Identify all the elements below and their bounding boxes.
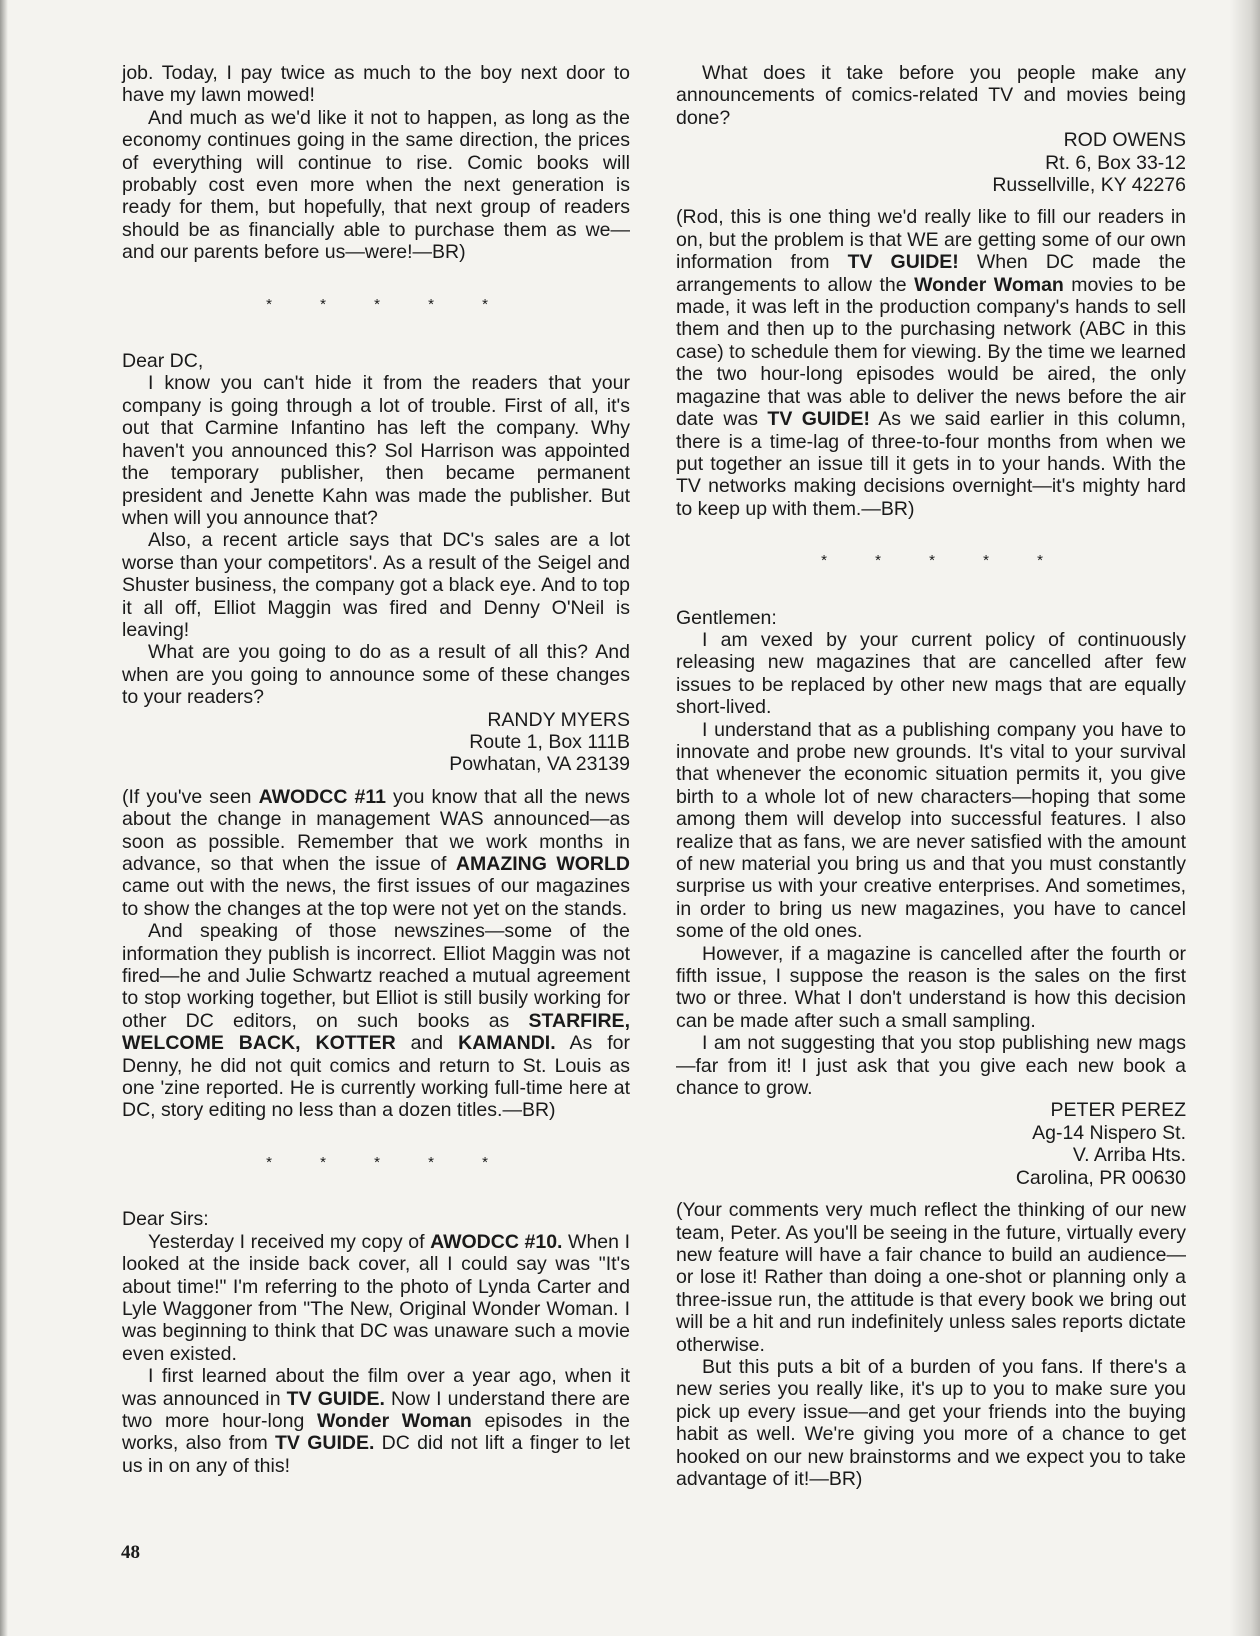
editor-reply: (Your comments very much reflect the thinking of our new team, Peter. As you'll be seeing in the future, virtually every new feature will have a fair chance to build an audience—or lose it! Rather than doing a one-shot or planning only a three-issue run, the attitude is that every book we bring out will be a hit and run indefinitely unless sales reports dictate otherwise. <box>676 1199 1186 1356</box>
signature-address: Route 1, Box 111B <box>469 730 630 753</box>
letter-salutation: Dear DC, <box>122 350 204 373</box>
signature-name: PETER PEREZ <box>1050 1099 1186 1122</box>
letter-paragraph: However, if a magazine is cancelled after the fourth or fifth issue, I suppose the reason is the sales on the first two or three. What I don't understand is how this decision can be made after such a small sampling. <box>676 942 1186 1032</box>
page-number: 48 <box>121 1542 140 1563</box>
signature-name: RANDY MYERS <box>487 708 630 731</box>
letter-paragraph: I know you can't hide it from the readers that your company is going through a lot of trouble. First of all, it's out that Carmine Infantino has left the company. Why haven't you announced this? Sol Harrison was appointed the temporary publisher, then became permanent president and Jenette Kahn was made the publisher. But when will you announce that? <box>122 372 630 529</box>
letter-paragraph: Yesterday I received my copy of AWODCC #10. When I looked at the inside back cover, all I could say was "It's about time!" I'm referring to the photo of Lynda Carter and Lyle Waggoner from "The New, Original Wonder Woman. I was beginning to think that DC was unaware such a movie even existed. <box>122 1230 630 1365</box>
letter-paragraph: I am vexed by your current policy of continuously releasing new magazines that are cancelled after few issues to be replaced by other new mags that are equally short-lived. <box>676 628 1186 719</box>
bold-title: TV GUIDE! <box>767 408 870 431</box>
bold-title: TV GUIDE! <box>847 251 959 274</box>
editor-reply: (If you've seen AWODCC #11 you know that all the news about the change in management WAS announced—as soon as possible. Remember that we work months in advance, so that when the issue of AMAZING WORLD came out with the news, the first issues of our magazines to show the changes at the top were not yet on the stands. <box>122 785 631 920</box>
editor-reply: And speaking of those newszines—some of the information they publish is incorrect. Elliot Maggin was not fired—he and Julie Schwartz reached a mutual agreement to stop working together, but Elliot is still busily working for other DC editors, on such books as STARFIRE, WELCOME BACK, KOTTER and KAMANDI. As for Denny, he did not quit comics and return to St. Louis as one 'zine reported. He is currently working full-time here at DC, story editing no less than a dozen titles.—BR) <box>122 920 630 1122</box>
bold-title: TV GUIDE. <box>275 1432 375 1455</box>
page-shadow-left <box>0 0 8 1636</box>
bold-title: STARFIRE, WELCOME BACK, KOTTER <box>122 1009 630 1055</box>
page-shadow-right <box>1230 0 1260 1636</box>
bold-title: Wonder Woman <box>914 273 1064 296</box>
reply-paragraph: And much as we'd like it not to happen, as long as the economy continues going in the same direction, the prices of everything will continue to rise. Comic books will probably cost even more when the next generation is ready for them, but hopefully, that next group of readers should be as financially able to purchase them as we—and our parents before us—were!—BR) <box>122 106 630 264</box>
bold-title: KAMANDI. <box>458 1032 556 1055</box>
left-column <box>122 62 630 1477</box>
bold-title: TV GUIDE. <box>286 1387 385 1410</box>
bold-title: Wonder Woman <box>316 1409 472 1432</box>
letter-paragraph: What does it take before you people make any announcements of comics-related TV and movies being done? <box>676 62 1186 129</box>
signature-address: Rt. 6, Box 33-12 <box>1045 151 1186 174</box>
signature-address: Ag-14 Nispero St. <box>1032 1121 1186 1144</box>
section-divider: * * * * * <box>266 295 510 313</box>
letter-paragraph: I first learned about the film over a year ago, when it was announced in TV GUIDE. Now I understand there are two more hour-long Wonder Woman episodes in the works, also from TV GUIDE. DC did not lift a finger to let us in on any of this! <box>122 1365 630 1477</box>
signature-address: Powhatan, VA 23139 <box>449 753 630 776</box>
letter-salutation: Dear Sirs: <box>122 1208 209 1231</box>
letter-paragraph: Also, a recent article says that DC's sales are a lot worse than your competitors'. As a result of the Seigel and Shuster business, the company got a black eye. And to top it all off, Elliot Maggin was fired and Denny O'Neil is leaving! <box>122 529 630 641</box>
signature-address: Carolina, PR 00630 <box>1015 1166 1186 1189</box>
letter-paragraph: I am not suggesting that you stop publishing new mags—far from it! I just ask that you give each new book a chance to grow. <box>676 1032 1186 1100</box>
signature-address: Russellville, KY 42276 <box>992 174 1186 197</box>
signature-name: ROD OWENS <box>1063 129 1186 152</box>
bold-title: AWODCC #10. <box>430 1230 563 1253</box>
bold-title: AMAZING WORLD <box>455 853 630 875</box>
section-divider: * * * * * <box>821 552 1065 570</box>
letter-salutation: Gentlemen: <box>676 606 777 629</box>
signature-address: V. Arriba Hts. <box>1072 1144 1186 1167</box>
editor-reply: (Rod, this is one thing we'd really like to fill our readers in on, but the problem is that WE are getting some of our own information from TV GUIDE! When DC made the arrangements to allow the Wonder Woman movies to be made, it was left in the production company's hands to sell them and then up to the purchasing network (ABC in this case) to schedule them for viewing. By the time we learned the two hour-long episodes would be aired, the only magazine that was able to deliver the news before the air date was TV GUIDE! As we said earlier in this column, there is a time-lag of three-to-four months from when we put together an issue till it gets in to your hands. With the TV networks making decisions overnight—it's mighty hard to keep up with them.—BR) <box>676 206 1187 520</box>
reply-continuation: job. Today, I pay twice as much to the boy next door to have my lawn mowed! <box>122 62 630 107</box>
right-column <box>676 62 1186 1490</box>
letter-paragraph: I understand that as a publishing company you have to innovate and probe new grounds. It's vital to your survival that whenever the economic situation permits it, you give birth to a whole lot of new characters—hoping that some among them will develop into successful features. I also realize that as fans, we are never satisfied with the amount of new material you bring us and that you must constantly surprise us with your creative enterprises. And sometimes, in order to bring us new magazines, you have to cancel some of the old ones. <box>676 718 1186 943</box>
bold-title: AWODCC #11 <box>258 785 386 808</box>
letter-paragraph: What are you going to do as a result of all this? And when are you going to announce some of these changes to your readers? <box>122 641 630 709</box>
section-divider: * * * * * <box>266 1153 510 1171</box>
editor-reply: But this puts a bit of a burden of you fans. If there's a new series you really like, it's up to you to make sure you pick up every issue—and get your friends into the buying habit as well. We're giving you more of a chance to get hooked on our new brainstorms and we expect you to take advantage of it!—BR) <box>676 1355 1186 1490</box>
